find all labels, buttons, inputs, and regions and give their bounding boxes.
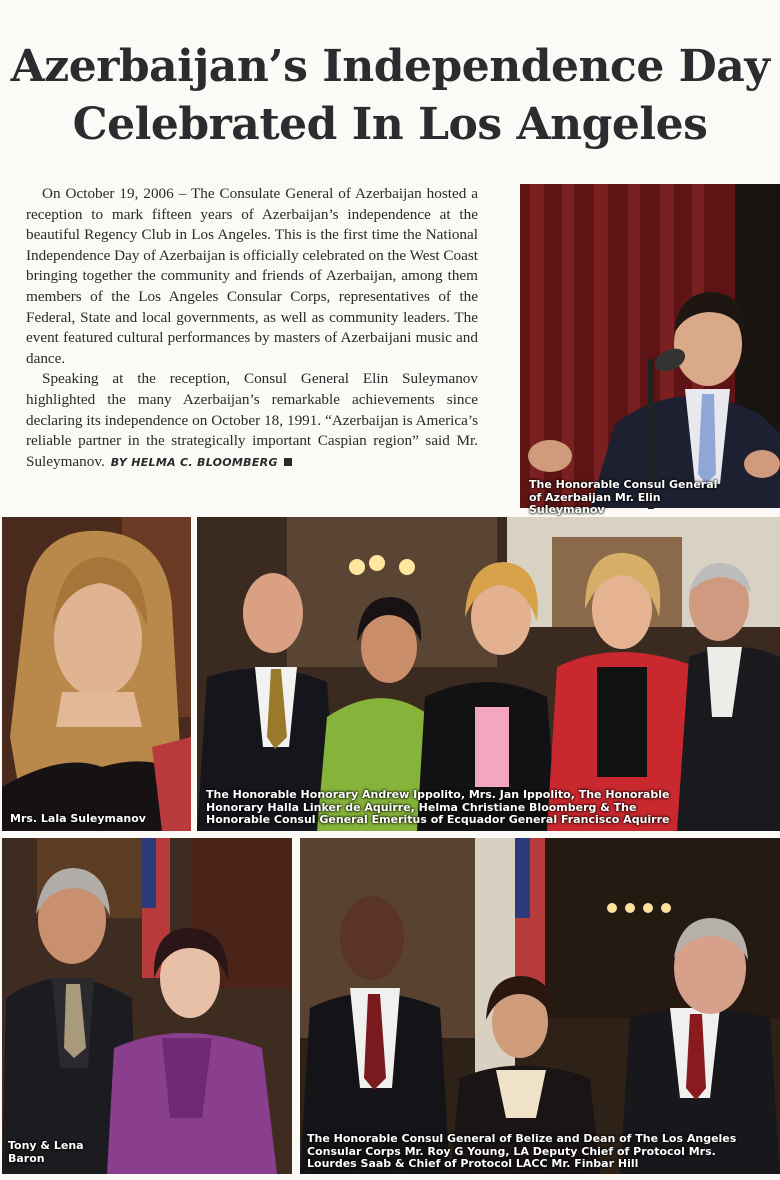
caption-belize-consul: The Honorable Consul General of Belize and Dean of The Los Angeles Consular Corps Mr. Roy G Young, LA Deputy Chief of Protocol Mrs. Lourdes Saab & Chief of Protocol LACC Mr. Finbar Hill (307, 1132, 737, 1170)
photo-consul-general (520, 184, 780, 516)
photo-lala-suleymanov (2, 517, 191, 831)
photo-group-reception (197, 517, 780, 831)
end-mark-icon (284, 458, 292, 466)
photo-belize-consul (300, 838, 780, 1174)
byline: BY HELMA C. BLOOMBERG (110, 455, 278, 469)
caption-consul-general: The Honorable Consul General of Azerbaijan Mr. Elin Suleymanov (529, 478, 718, 516)
caption-tony-lena-baron: Tony & Lena Baron (8, 1139, 84, 1165)
article-paragraph-2-text: Speaking at the reception, Consul General Elin Suleymanov highlighted the many Azerbaijan’s remarkable achievements since declaring its independence on October 18, 1991. “Azerbaijan is America’s reliable partner in the strategically important Caspian region” said Mr. Suleymanov. (26, 370, 478, 470)
article-paragraph-1: On October 19, 2006 – The Consulate General of Azerbaijan hosted a reception to mark fifteen years of Azerbaijan’s independence at the beautiful Regency Club in Los Angeles. This is the first time the National Independence Day of Azerbaijan is officially celebrated on the West Coast bringing together the community and friends of Azerbaijan, among them members of the Los Angeles Consular Corps, representatives of the Federal, State and local governments, as well as community leaders. The event featured cultural performances by masters of Azerbaijani music and dance. (26, 185, 478, 367)
photo-tony-lena-baron (2, 838, 292, 1174)
headline-line-2: Celebrated In Los Angeles (72, 99, 708, 150)
caption-group-reception: The Honorable Honorary Andrew Ippolito, Mrs. Jan Ippolito, The Honorable Honorary Halla Linker de Aquirre, Helma Christiane Bloomberg & The Honorable Consul General Emeritus of Ecquador General Francisco Aquirre (206, 788, 670, 826)
headline (0, 38, 780, 154)
article-body (26, 184, 478, 473)
headline-line-1: Azerbaijan’s Independence Day (10, 41, 770, 92)
caption-lala-suleymanov: Mrs. Lala Suleymanov (10, 812, 146, 825)
article-paragraph-2 (26, 369, 478, 473)
